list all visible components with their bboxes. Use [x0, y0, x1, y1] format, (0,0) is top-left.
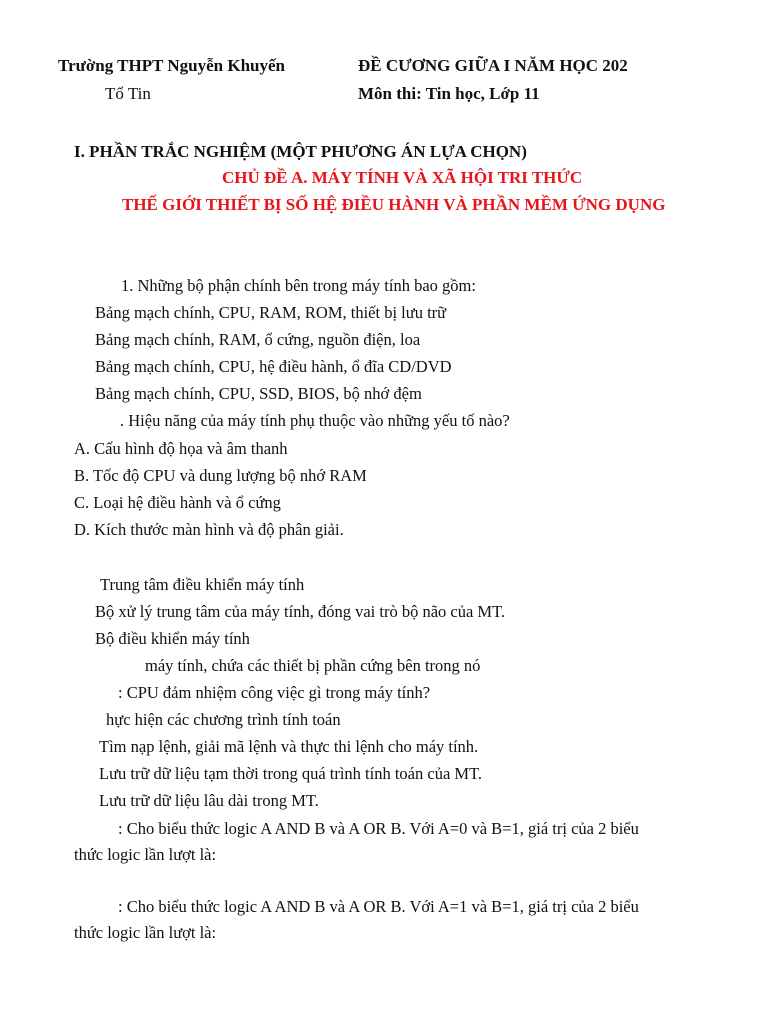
q5-question-line1: : Cho biểu thức logic A AND B và A OR B. Với A=0 và B=1, giá trị của 2 biểu: [118, 819, 639, 838]
q1-option: Bảng mạch chính, CPU, SSD, BIOS, bộ nhớ đệm: [95, 384, 422, 403]
department-name: Tổ Tin: [105, 84, 151, 103]
q1-option: Bảng mạch chính, CPU, hệ điều hành, ổ đĩa CD/DVD: [95, 357, 452, 376]
q4-option: Lưu trữ dữ liệu tạm thời trong quá trình tính toán của MT.: [99, 764, 483, 783]
q4-option: hực hiện các chương trình tính toán: [106, 710, 341, 729]
exam-subject: Môn thi: Tin học, Lớp 11: [358, 84, 540, 103]
q5-question-line2: thức logic lần lượt là:: [74, 845, 217, 864]
topic-a-heading: CHỦ ĐỀ A. MÁY TÍNH VÀ XÃ HỘI TRI THỨC: [222, 168, 583, 187]
q2-option: D. Kích thước màn hình và độ phân giải.: [74, 520, 344, 539]
q6-question-line1: : Cho biểu thức logic A AND B và A OR B. Với A=1 và B=1, giá trị của 2 biểu: [118, 897, 639, 916]
q3-option: Bộ xử lý trung tâm của máy tính, đóng vai trò bộ não của MT.: [95, 602, 506, 621]
q1-option: Bảng mạch chính, CPU, RAM, ROM, thiết bị lưu trữ: [95, 303, 447, 322]
q2-option: A. Cấu hình độ họa và âm thanh: [74, 439, 288, 458]
topic-sub-heading: THẾ GIỚI THIẾT BỊ SỐ HỆ ĐIỀU HÀNH VÀ PHẦN MỀM ỨNG DỤNG: [122, 195, 666, 214]
q2-question: . Hiệu năng của máy tính phụ thuộc vào những yếu tố nào?: [120, 411, 510, 430]
q1-option: Bảng mạch chính, RAM, ổ cứng, nguồn điện, loa: [95, 330, 421, 349]
q3-option: Trung tâm điều khiển máy tính: [100, 575, 305, 594]
exam-title: ĐỀ CƯƠNG GIỮA I NĂM HỌC 202: [358, 56, 628, 75]
q2-option: C. Loại hệ điều hành và ổ cứng: [74, 493, 281, 512]
q4-option: Lưu trữ dữ liệu lâu dài trong MT.: [99, 791, 319, 810]
q3-option: Bộ điều khiển máy tính: [95, 629, 250, 648]
q1-question: 1. Những bộ phận chính bên trong máy tính bao gồm:: [121, 276, 476, 295]
section-title: I. PHẦN TRẮC NGHIỆM (MỘT PHƯƠNG ÁN LỰA CHỌN): [74, 142, 527, 161]
q3-option: máy tính, chứa các thiết bị phần cứng bên trong nó: [145, 656, 481, 675]
school-name: Trường THPT Nguyễn Khuyến: [58, 56, 285, 75]
q6-question-line2: thức logic lần lượt là:: [74, 923, 217, 942]
q4-question: : CPU đảm nhiệm công việc gì trong máy tính?: [118, 683, 431, 702]
q2-option: B. Tốc độ CPU và dung lượng bộ nhớ RAM: [74, 466, 367, 485]
q4-option: Tìm nạp lệnh, giải mã lệnh và thực thi lệnh cho máy tính.: [99, 737, 479, 756]
